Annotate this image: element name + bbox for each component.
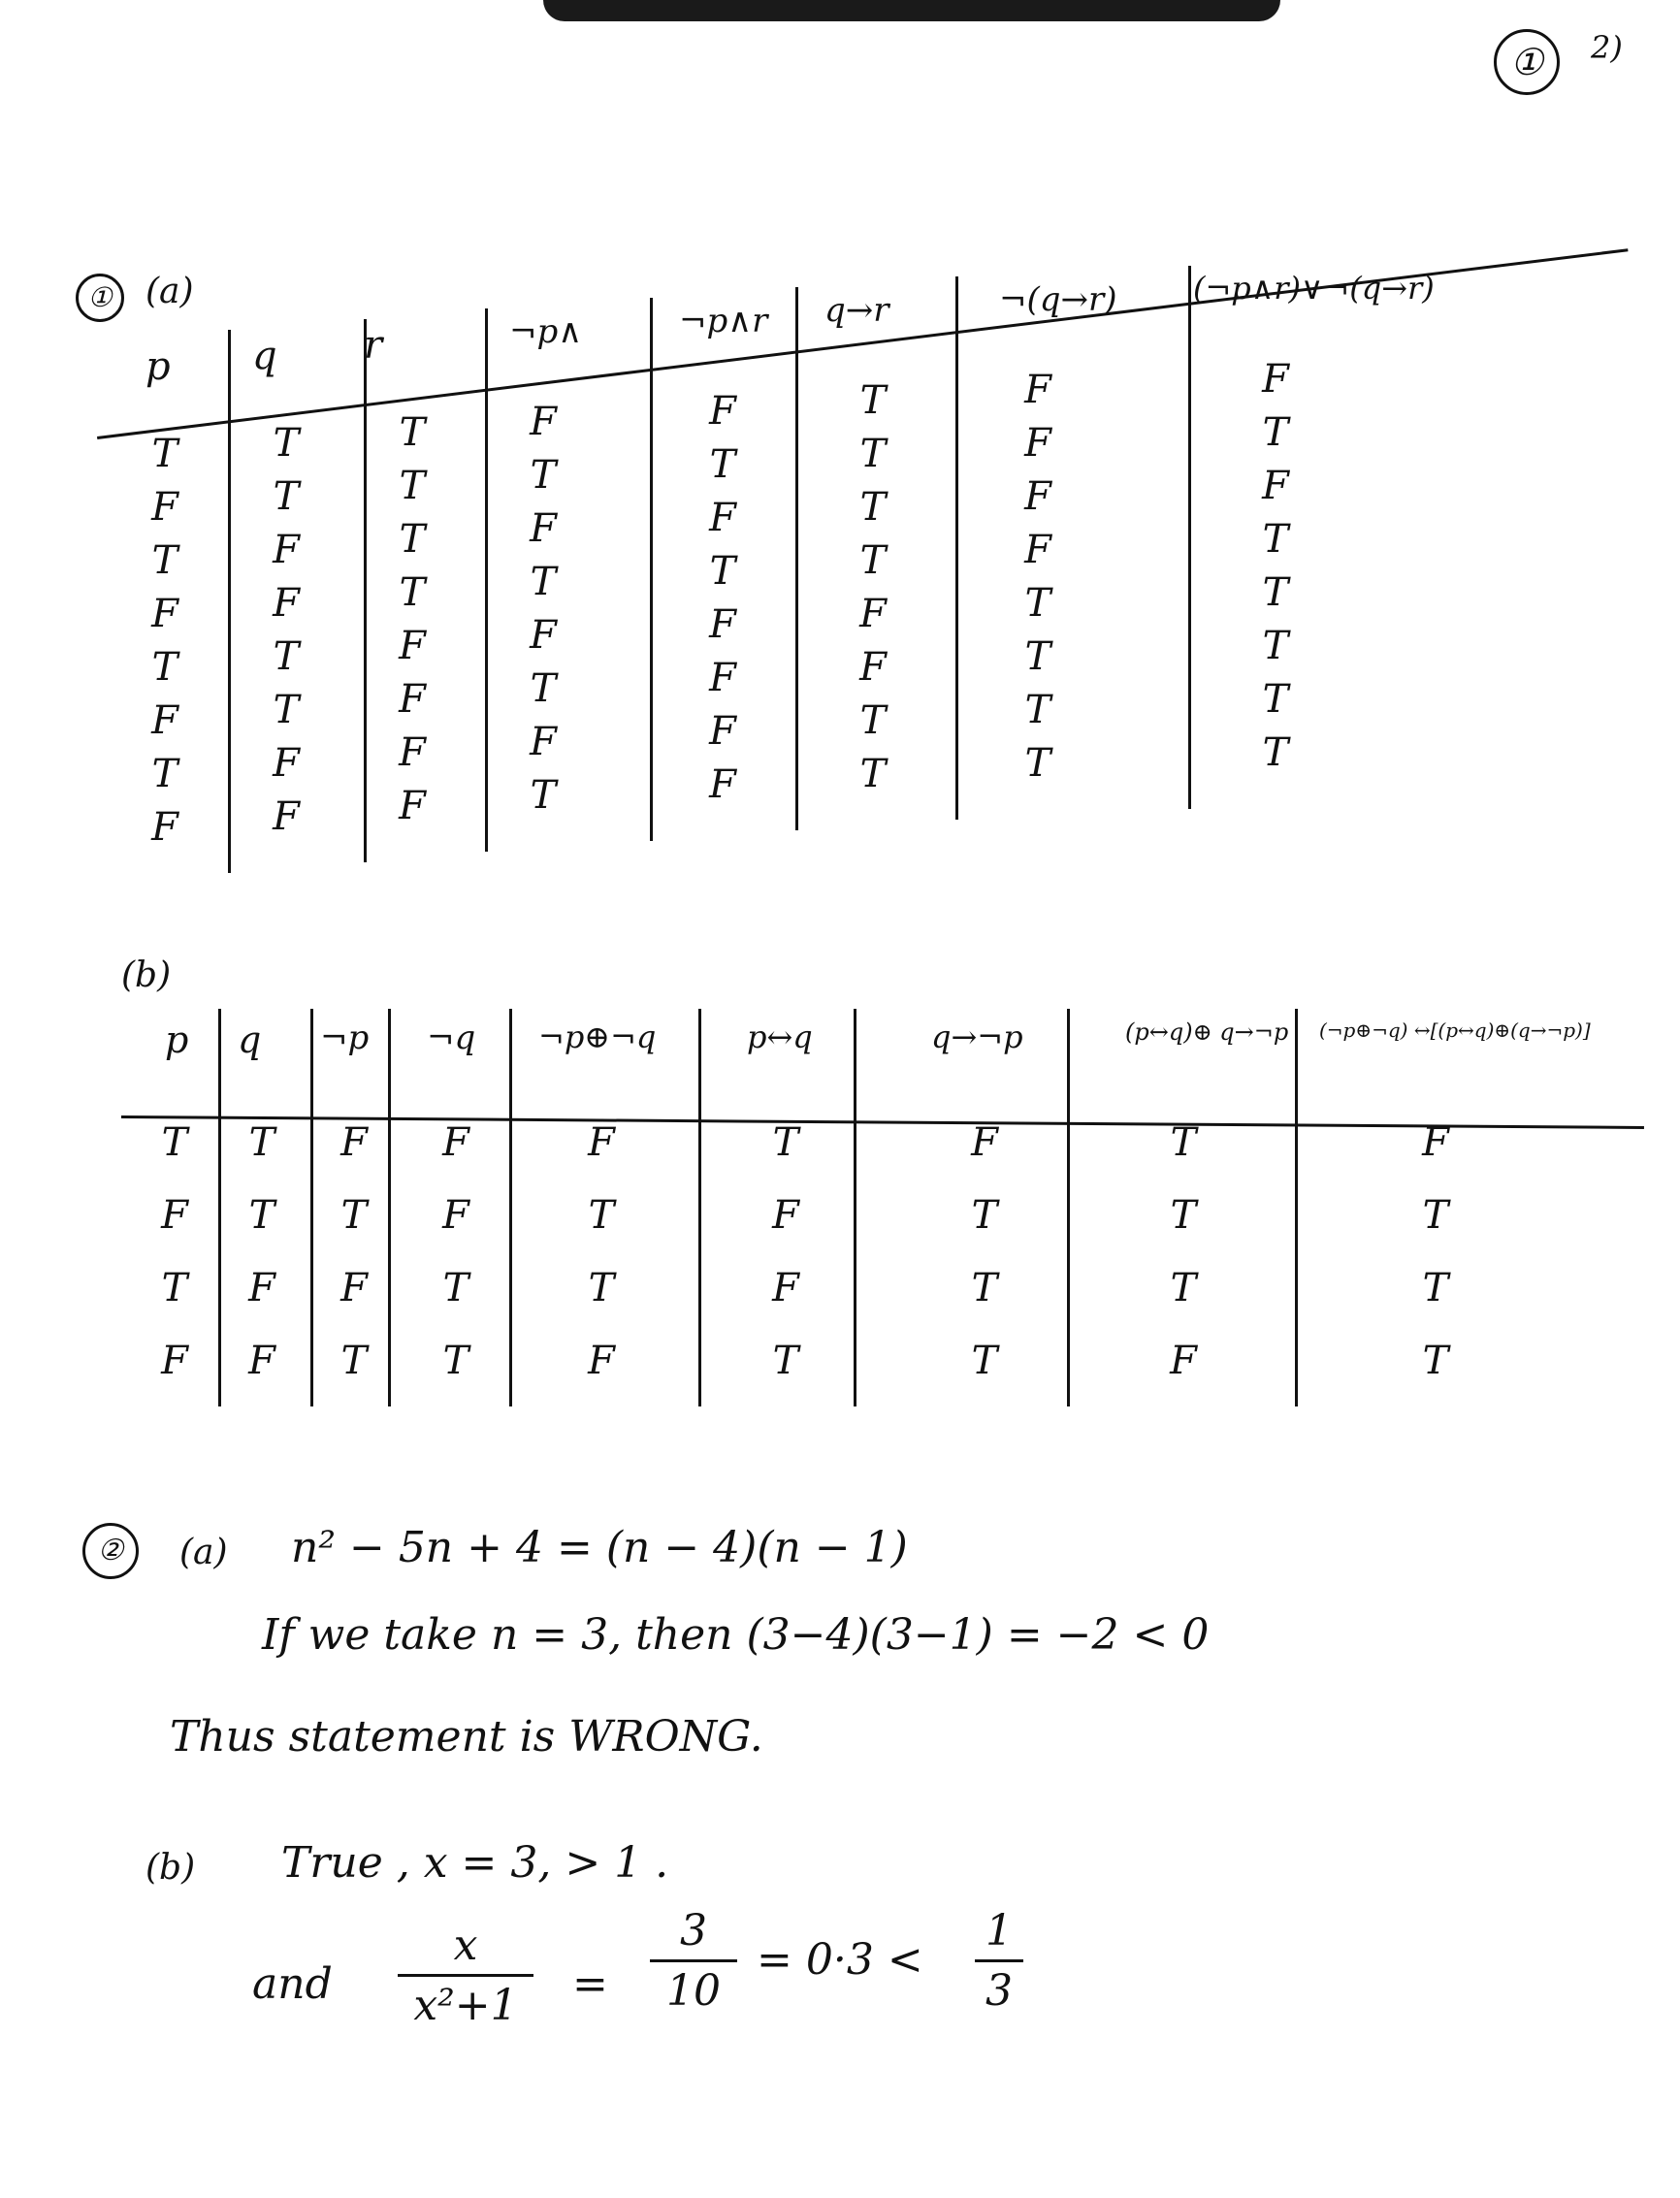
table-cell: T <box>442 1266 469 1310</box>
table-cell: T <box>273 474 300 519</box>
table-cell: F <box>273 581 300 626</box>
column-divider <box>795 287 798 830</box>
table-cell: F <box>1422 1120 1449 1165</box>
column-header: ¬(q→r) <box>999 280 1117 319</box>
question-2-number: ② <box>82 1523 139 1579</box>
table-cell: F <box>442 1120 469 1165</box>
table-cell: T <box>399 570 426 615</box>
q2b-and: and <box>252 1959 333 2009</box>
table-cell: T <box>530 560 557 604</box>
table-cell: T <box>1262 410 1289 455</box>
table-cell: F <box>709 602 736 647</box>
column-divider <box>218 1009 221 1406</box>
table-cell: F <box>151 698 178 743</box>
table-cell: F <box>772 1193 799 1238</box>
table-cell: F <box>248 1266 275 1310</box>
fraction-3-over-10 <box>650 1906 737 2016</box>
table-cell: F <box>273 741 300 786</box>
fraction-bar <box>975 1959 1023 1962</box>
table-cell: F <box>709 389 736 434</box>
table-cell: T <box>588 1193 615 1238</box>
table-cell: F <box>151 485 178 530</box>
table-cell: T <box>530 773 557 818</box>
table-cell: F <box>772 1266 799 1310</box>
q1-part-b-label: (b) <box>121 955 172 995</box>
table-cell: T <box>859 752 887 796</box>
table-cell: F <box>1024 474 1051 519</box>
table-cell: F <box>859 592 887 636</box>
table-cell: F <box>273 794 300 839</box>
q2-part-b-label: (b) <box>145 1848 196 1888</box>
table-cell: F <box>588 1120 615 1165</box>
table-cell: T <box>248 1120 275 1165</box>
fraction-numerator: 1 <box>985 1906 1013 1956</box>
table-cell: T <box>442 1339 469 1383</box>
column-divider <box>955 276 958 820</box>
column-divider <box>228 330 231 873</box>
table-cell: T <box>859 378 887 423</box>
table-cell: T <box>399 410 426 455</box>
column-divider <box>1188 266 1191 809</box>
fraction-bar <box>398 1974 533 1977</box>
column-divider <box>509 1009 512 1406</box>
table-cell: T <box>709 442 736 487</box>
table-cell: F <box>340 1266 368 1310</box>
table-cell: F <box>161 1193 188 1238</box>
table-cell: F <box>1024 421 1051 466</box>
table-cell: T <box>1024 741 1051 786</box>
decimal-comparison: = 0·3 < <box>757 1935 923 1985</box>
column-header: q <box>252 334 277 378</box>
table-cell: F <box>1262 464 1289 508</box>
table-cell: F <box>399 624 426 668</box>
table-cell: F <box>709 762 736 807</box>
table-cell: T <box>971 1266 998 1310</box>
table-cell: T <box>971 1339 998 1383</box>
table-cell: F <box>151 592 178 636</box>
table-cell: F <box>971 1120 998 1165</box>
column-header: ¬p⊕¬q <box>538 1018 657 1055</box>
fraction-numerator: x <box>453 1921 478 1970</box>
table-cell: T <box>772 1120 799 1165</box>
table-cell: F <box>1170 1339 1197 1383</box>
column-divider <box>1295 1009 1298 1406</box>
table-cell: T <box>971 1193 998 1238</box>
column-header: q→¬p <box>931 1018 1023 1055</box>
q2-part-a-label: (a) <box>179 1533 228 1572</box>
q2a-conclusion: Thus statement is WRONG. <box>170 1712 763 1762</box>
fraction-numerator: 3 <box>680 1906 707 1956</box>
table-cell: F <box>273 528 300 572</box>
column-header: (¬p⊕¬q) ↔[(p↔q)⊕(q→¬p)] <box>1319 1018 1591 1042</box>
table-cell: F <box>399 784 426 828</box>
table-cell: F <box>709 656 736 700</box>
table-cell: F <box>859 645 887 690</box>
fraction-bar <box>650 1959 737 1962</box>
fraction-denominator: 10 <box>666 1966 721 2016</box>
q2a-factorization: n² − 5n + 4 = (n − 4)(n − 1) <box>291 1523 908 1572</box>
column-divider <box>310 1009 313 1406</box>
table-cell: F <box>588 1339 615 1383</box>
table-cell: T <box>1024 688 1051 732</box>
fraction-denominator: x²+1 <box>413 1981 518 2030</box>
table-cell: T <box>1170 1266 1197 1310</box>
column-header: ¬p∧ <box>509 312 583 351</box>
table-cell: F <box>399 730 426 775</box>
table-cell: F <box>709 496 736 540</box>
table-cell: T <box>273 688 300 732</box>
table-cell: F <box>530 720 557 764</box>
column-header: r <box>364 323 383 368</box>
q1-part-a-label: (a) <box>145 272 194 311</box>
column-header: p <box>145 344 171 389</box>
column-header: p <box>165 1018 189 1061</box>
column-header: ¬p∧r <box>679 302 768 340</box>
table-cell: F <box>530 400 557 444</box>
table-cell: T <box>1262 570 1289 615</box>
equals-sign: = <box>572 1959 608 2009</box>
table-cell: T <box>151 432 178 476</box>
table-cell: T <box>161 1120 188 1165</box>
table-cell: F <box>151 805 178 850</box>
table-cell: T <box>1422 1193 1449 1238</box>
table-cell: F <box>1024 368 1051 412</box>
table-cell: T <box>1024 634 1051 679</box>
table-cell: F <box>1024 528 1051 572</box>
table-cell: F <box>1262 357 1289 402</box>
table-cell: F <box>340 1120 368 1165</box>
column-header: q <box>238 1018 262 1061</box>
column-divider <box>364 319 367 862</box>
question-1-number: ① <box>76 274 124 322</box>
table-cell: T <box>151 645 178 690</box>
table-cell: T <box>399 464 426 508</box>
column-header: ¬p <box>320 1018 370 1057</box>
column-divider <box>650 298 653 841</box>
table-cell: T <box>859 698 887 743</box>
q2a-counterexample: If we take n = 3, then (3−4)(3−1) = −2 < 0 <box>262 1610 1210 1660</box>
table-cell: T <box>1262 624 1289 668</box>
table-cell: T <box>859 485 887 530</box>
table-cell: T <box>1024 581 1051 626</box>
scan-edge-shadow <box>543 0 1280 21</box>
column-divider <box>485 308 488 852</box>
table-cell: T <box>273 421 300 466</box>
table-cell: F <box>161 1339 188 1383</box>
table-cell: T <box>1422 1339 1449 1383</box>
q2b-claim: True , x = 3, > 1 . <box>281 1838 669 1888</box>
table-cell: T <box>530 453 557 498</box>
table-cell: T <box>1262 517 1289 562</box>
table-cell: T <box>340 1339 368 1383</box>
column-header: (¬p∧r)∨¬(q→r) <box>1193 270 1435 307</box>
table-cell: F <box>530 613 557 658</box>
fraction-denominator: 3 <box>985 1966 1013 2016</box>
table-cell: T <box>248 1193 275 1238</box>
column-header: q→r <box>824 291 889 330</box>
table-cell: T <box>340 1193 368 1238</box>
column-divider <box>854 1009 856 1406</box>
table-cell: T <box>399 517 426 562</box>
table-cell: T <box>709 549 736 594</box>
fraction-1-over-3 <box>975 1906 1023 2016</box>
table-cell: T <box>859 538 887 583</box>
table-cell: T <box>1262 730 1289 775</box>
table-cell: F <box>442 1193 469 1238</box>
column-header: (p↔q)⊕ q→¬p <box>1125 1018 1289 1046</box>
table-cell: T <box>1170 1193 1197 1238</box>
table-cell: T <box>151 538 178 583</box>
column-divider <box>388 1009 391 1406</box>
table-cell: T <box>273 634 300 679</box>
table-cell: F <box>399 677 426 722</box>
table-cell: T <box>151 752 178 796</box>
table-cell: T <box>1262 677 1289 722</box>
fraction-x-over-x2plus1 <box>398 1921 533 2030</box>
page-number-circled: ① <box>1494 29 1560 95</box>
table-cell: T <box>1170 1120 1197 1165</box>
table-cell: T <box>772 1339 799 1383</box>
column-divider <box>698 1009 701 1406</box>
table-cell: T <box>859 432 887 476</box>
column-divider <box>1067 1009 1070 1406</box>
page-corner-mark: 2) <box>1591 29 1623 66</box>
table-cell: F <box>248 1339 275 1383</box>
column-header: ¬q <box>427 1018 476 1057</box>
table-cell: F <box>530 506 557 551</box>
table-cell: F <box>709 709 736 754</box>
table-cell: T <box>588 1266 615 1310</box>
column-header: p↔q <box>747 1018 813 1055</box>
table-cell: T <box>1422 1266 1449 1310</box>
table-cell: T <box>161 1266 188 1310</box>
table-cell: T <box>530 666 557 711</box>
